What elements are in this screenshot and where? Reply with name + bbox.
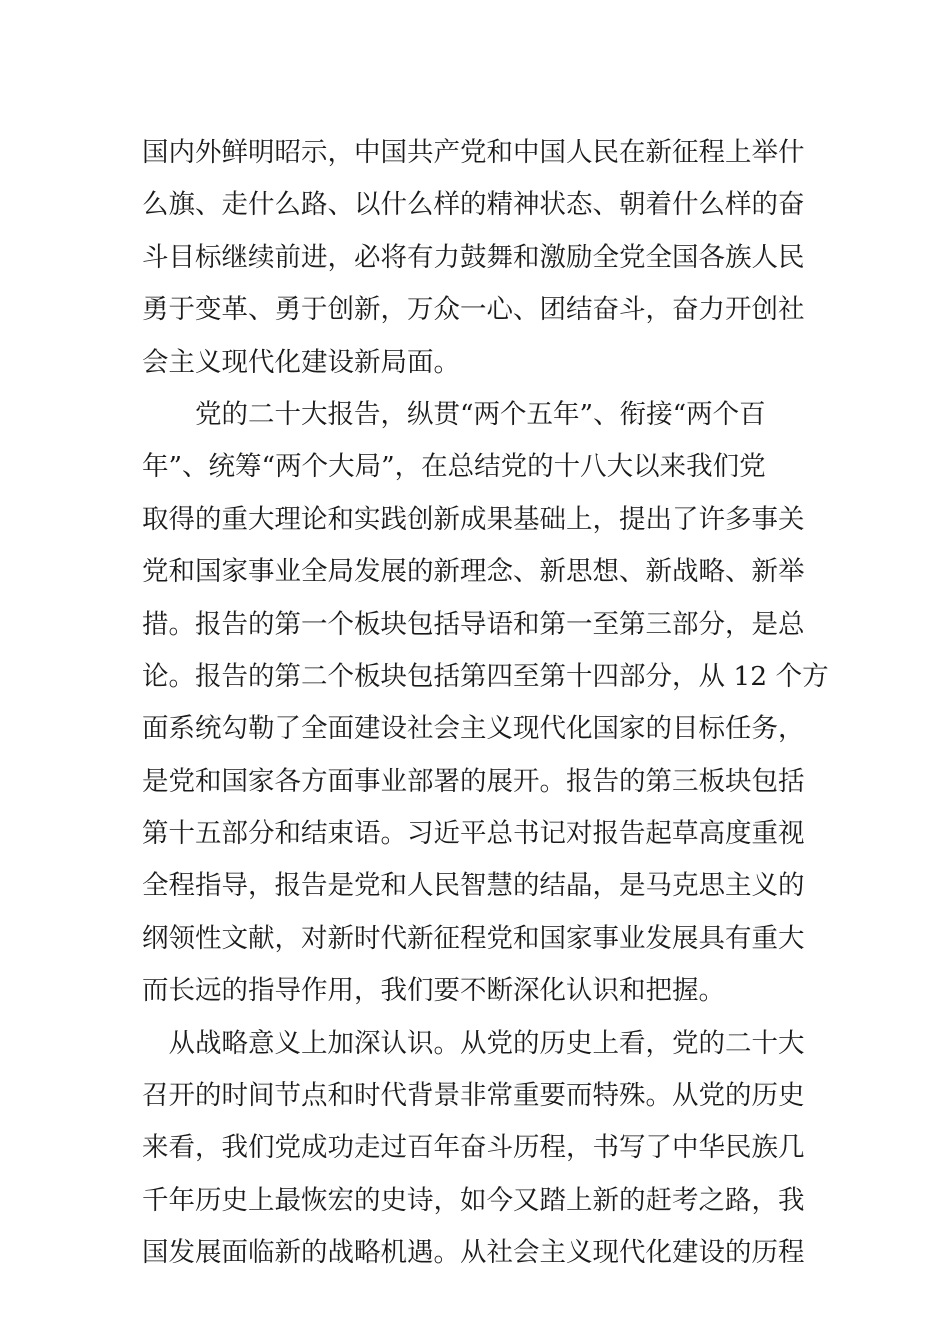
paragraph (142, 1018, 810, 1280)
text-line: 纲领性文献，对新时代新征程党和国家事业发展具有重大 (142, 922, 805, 954)
text-line: 来看，我们党成功走过百年奋斗历程，书写了中华民族几 (142, 1132, 805, 1164)
text-line: 么旗、走什么路、以什么样的精神状态、朝着什么样的奋 (142, 189, 805, 221)
text-line: 党的二十大报告，纵贯“两个五年”、衔接“两个百 (142, 398, 766, 430)
text-line: 第十五部分和结束语。习近平总书记对报告起草高度重视 (142, 818, 805, 850)
text-line: 斗目标继续前进，必将有力鼓舞和激励全党全国各族人民 (142, 241, 805, 273)
paragraph (142, 389, 829, 1018)
text-line: 而长远的指导作用，我们要不断深化认识和把握。 (142, 975, 725, 1007)
text-line: 勇于变革、勇于创新，万众一心、团结奋斗，奋力开创社 (142, 294, 805, 326)
text-line: 是党和国家各方面事业部署的展开。报告的第三板块包括 (142, 765, 805, 797)
text-line: 年”、统筹“两个大局”，在总结党的十八大以来我们党 (142, 451, 766, 483)
body-text (142, 127, 829, 1280)
text-line: 会主义现代化建设新局面。 (142, 346, 460, 378)
paragraph (142, 127, 810, 389)
text-line: 从战略意义上加深认识。从党的历史上看，党的二十大 (142, 1027, 805, 1059)
text-line: 措。报告的第一个板块包括导语和第一至第三部分，是总 (142, 608, 805, 640)
text-line: 召开的时间节点和时代背景非常重要而特殊。从党的历史 (142, 1080, 805, 1112)
text-line: 国发展面临新的战略机遇。从社会主义现代化建设的历程 (142, 1237, 805, 1269)
text-line: 面系统勾勒了全面建设社会主义现代化国家的目标任务， (142, 713, 805, 745)
text-line: 论。报告的第二个板块包括第四至第十四部分，从 12 个方 (142, 660, 829, 692)
text-line: 取得的重大理论和实践创新成果基础上，提出了许多事关 (142, 503, 805, 535)
text-line: 千年历史上最恢宏的史诗，如今又踏上新的赶考之路，我 (142, 1184, 805, 1216)
text-line: 全程指导，报告是党和人民智慧的结晶，是马克思主义的 (142, 870, 805, 902)
text-line: 国内外鲜明昭示，中国共产党和中国人民在新征程上举什 (142, 137, 805, 168)
text-line: 党和国家事业全局发展的新理念、新思想、新战略、新举 (142, 556, 805, 588)
